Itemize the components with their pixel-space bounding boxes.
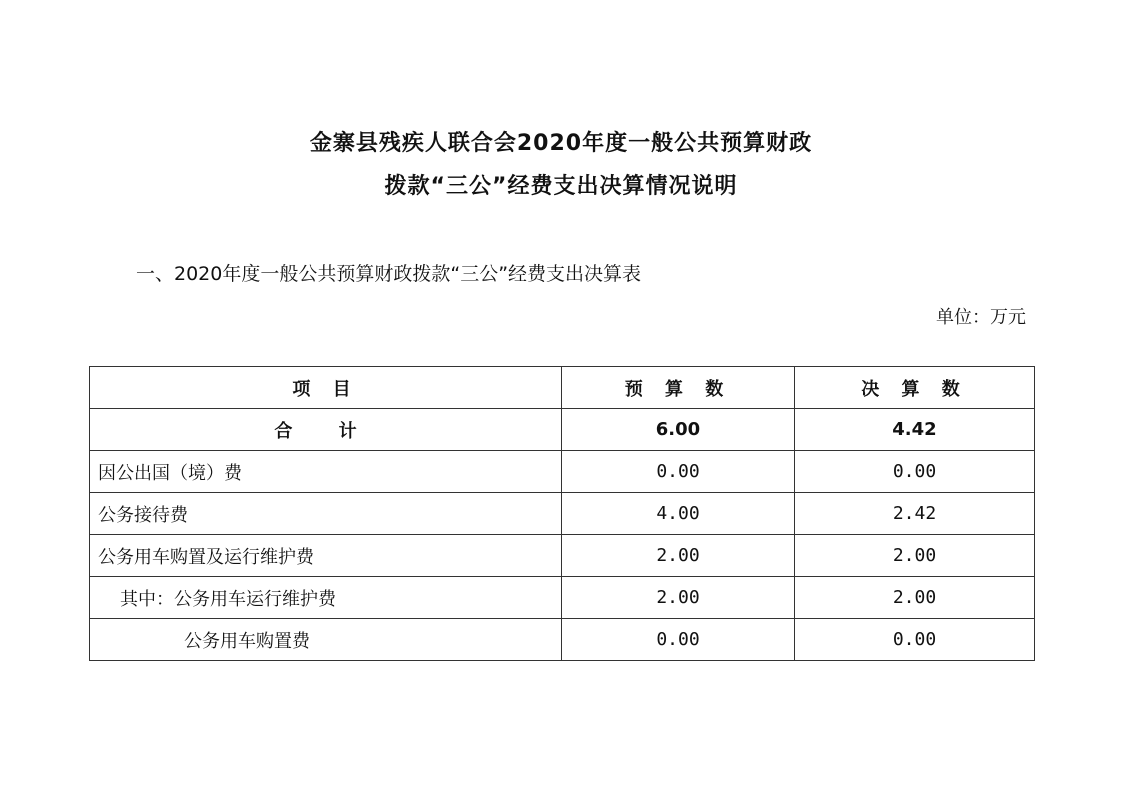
table-row — [90, 493, 1035, 535]
unit-label: 单位：万元 — [936, 307, 1026, 328]
row-item: 公务用车购置及运行维护费 — [90, 535, 562, 577]
table-row — [90, 535, 1035, 577]
total-final: 4.42 — [795, 409, 1035, 451]
row-final: 2.42 — [795, 493, 1035, 535]
table-row — [90, 619, 1035, 661]
row-item: 公务用车购置费 — [90, 619, 562, 661]
row-budget: 0.00 — [562, 619, 795, 661]
table-header-row — [90, 367, 1035, 409]
row-budget: 2.00 — [562, 535, 795, 577]
row-item: 其中：公务用车运行维护费 — [90, 577, 562, 619]
table-row — [90, 577, 1035, 619]
document-title-line-1: 金寨县残疾人联合会2020年度一般公共预算财政 — [309, 131, 813, 156]
header-item: 项 目 — [90, 367, 562, 409]
row-item: 公务接待费 — [90, 493, 562, 535]
total-budget: 6.00 — [562, 409, 795, 451]
total-label: 合 计 — [90, 409, 562, 451]
total-row — [90, 409, 1035, 451]
row-final: 0.00 — [795, 451, 1035, 493]
row-budget: 0.00 — [562, 451, 795, 493]
document-title-line-2: 拨款“三公”经费支出决算情况说明 — [384, 174, 738, 199]
row-final: 2.00 — [795, 577, 1035, 619]
section-heading: 一、2020年度一般公共预算财政拨款“三公”经费支出决算表 — [136, 263, 642, 285]
row-budget: 2.00 — [562, 577, 795, 619]
expenditure-table — [89, 366, 1035, 661]
row-final: 0.00 — [795, 619, 1035, 661]
table-row — [90, 451, 1035, 493]
row-item: 因公出国（境）费 — [90, 451, 562, 493]
header-budget: 预 算 数 — [562, 367, 795, 409]
header-final: 决 算 数 — [795, 367, 1035, 409]
row-final: 2.00 — [795, 535, 1035, 577]
row-budget: 4.00 — [562, 493, 795, 535]
